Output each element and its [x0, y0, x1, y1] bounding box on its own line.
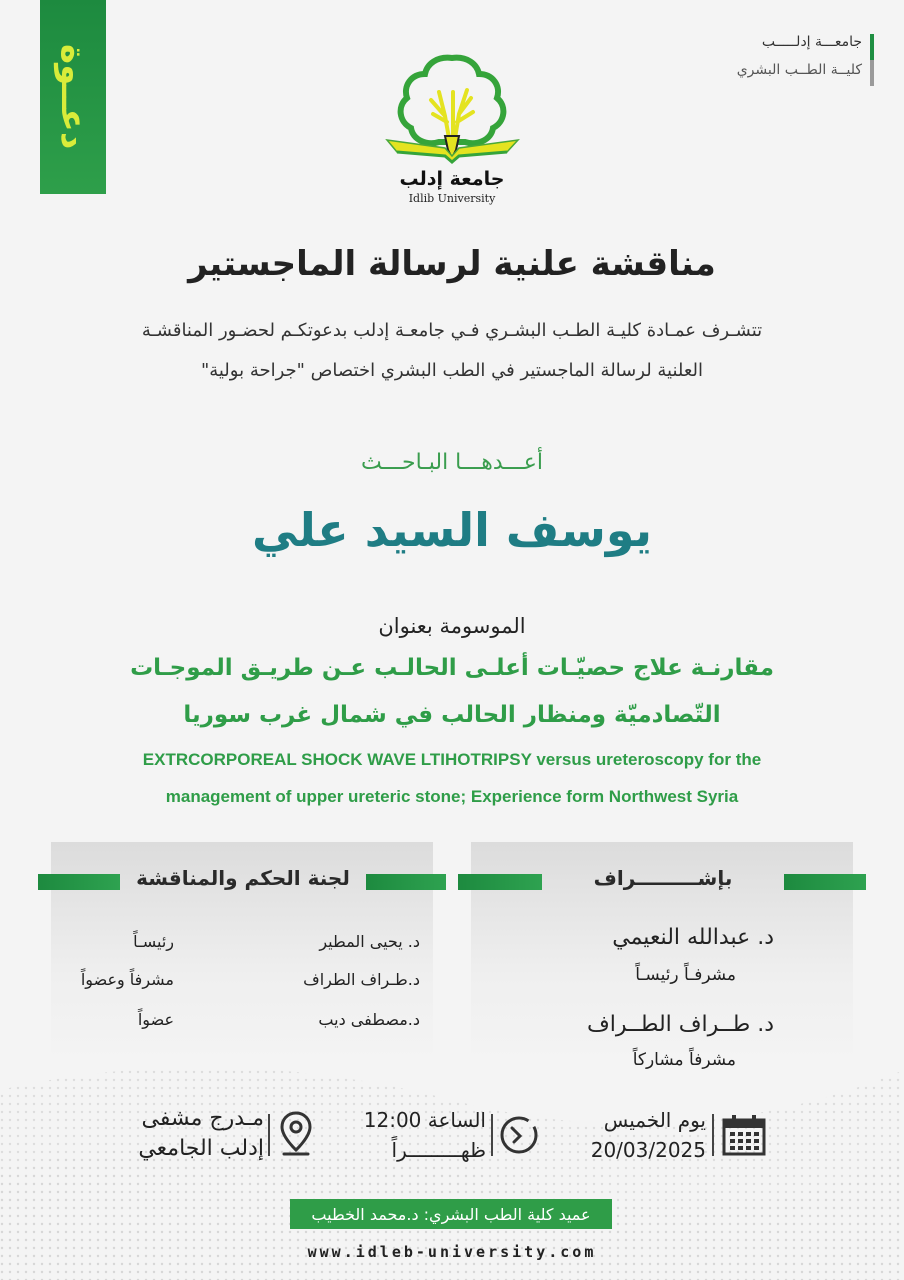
header-accent-bar — [870, 34, 874, 86]
intro-line-1: تتشـرف عمـادة كليـة الطـب البشـري فـي جامعـة إدلب بدعوتكـم لحضـور المناقشـة — [141, 320, 763, 341]
committee-member-3-name: د.مصطفى ديب — [318, 1010, 420, 1029]
committee-member-2-role: مشرفاً وعضواً — [80, 970, 174, 989]
titled-label: الموسومة بعنوان — [378, 614, 526, 638]
committee-heading-bar-right — [366, 874, 446, 890]
supervision-heading-bar-left — [458, 874, 542, 890]
event-divider-1 — [712, 1114, 714, 1156]
dean-text: عميد كلية الطب البشري: د.محمد الخطيب — [311, 1204, 591, 1224]
dean-badge — [290, 1199, 612, 1229]
supervisor-2-name: د. طــراف الطــراف — [586, 1012, 774, 1037]
committee-member-1-role: رئيسـاً — [133, 932, 174, 951]
clock-icon — [498, 1114, 540, 1156]
supervisor-2-role: مشرفاً مشاركاً — [632, 1050, 736, 1070]
committee-heading-bar-left — [38, 874, 120, 890]
event-venue-line-1: مـدرج مشفى — [141, 1106, 264, 1131]
location-pin-icon — [278, 1110, 314, 1156]
event-divider-2 — [491, 1114, 493, 1156]
supervisor-1-role: مشرفـاً رئيسـاً — [635, 965, 736, 985]
committee-member-3-role: عضواً — [137, 1010, 174, 1029]
invitation-label: دعــوة — [53, 44, 93, 150]
thesis-title-ar-line-2: التّصادميّة ومنظار الحالب في شمال غرب سوريا — [183, 702, 721, 728]
supervision-heading-bar-right — [784, 874, 866, 890]
website-link[interactable]: www.idleb-university.com — [307, 1243, 597, 1261]
committee-heading: لجنة الحكم والمناقشة — [136, 866, 350, 890]
logo-name-en: Idlib University — [408, 192, 496, 205]
thesis-title-en-line-1: EXTRCORPOREAL SHOCK WAVE LTIHOTRIPSY versus ureteroscopy for the — [142, 750, 762, 769]
header-university: جامعـــة إدلـــــب — [761, 34, 862, 50]
event-time: الساعة 12:00 — [363, 1108, 486, 1132]
committee-member-2-name: د.طـراف الطراف — [303, 970, 420, 989]
intro-line-2: العلنية لرسالة الماجستير في الطب البشري اختصاص "جراحة بولية" — [200, 360, 704, 381]
thesis-title-ar-line-1: مقارنـة علاج حصيّـات أعلـى الحالـب عـن طريـق الموجـات — [130, 655, 774, 681]
invitation-tab — [40, 0, 106, 194]
event-divider-3 — [268, 1114, 270, 1156]
committee-member-1-name: د. يحيى المطير — [319, 932, 420, 951]
thesis-title-en-line-2: management of upper ureteric stone; Experience form Northwest Syria — [165, 787, 739, 806]
page-title: مناقشة علنية لرسالة الماجستير — [188, 244, 716, 284]
logo-name-ar: جامعة إدلب — [399, 168, 505, 190]
header-faculty: كليــة الطــب البشري — [736, 62, 862, 78]
researcher-name: يوسف السيد علي — [251, 503, 653, 557]
event-venue-line-2: إدلب الجامعي — [138, 1136, 264, 1161]
event-day: يوم الخميس — [603, 1108, 706, 1132]
faculty-header — [674, 34, 874, 86]
supervision-heading: بإشـــــــــراف — [593, 866, 733, 890]
prepared-by-label: أعـــدهـــا البـاحـــث — [361, 450, 543, 475]
event-time-period: ظهـــــــــراً — [391, 1138, 486, 1162]
event-date: 20/03/2025 — [590, 1138, 706, 1162]
supervisor-1-name: د. عبدالله النعيمي — [612, 925, 774, 950]
calendar-icon — [722, 1114, 766, 1156]
